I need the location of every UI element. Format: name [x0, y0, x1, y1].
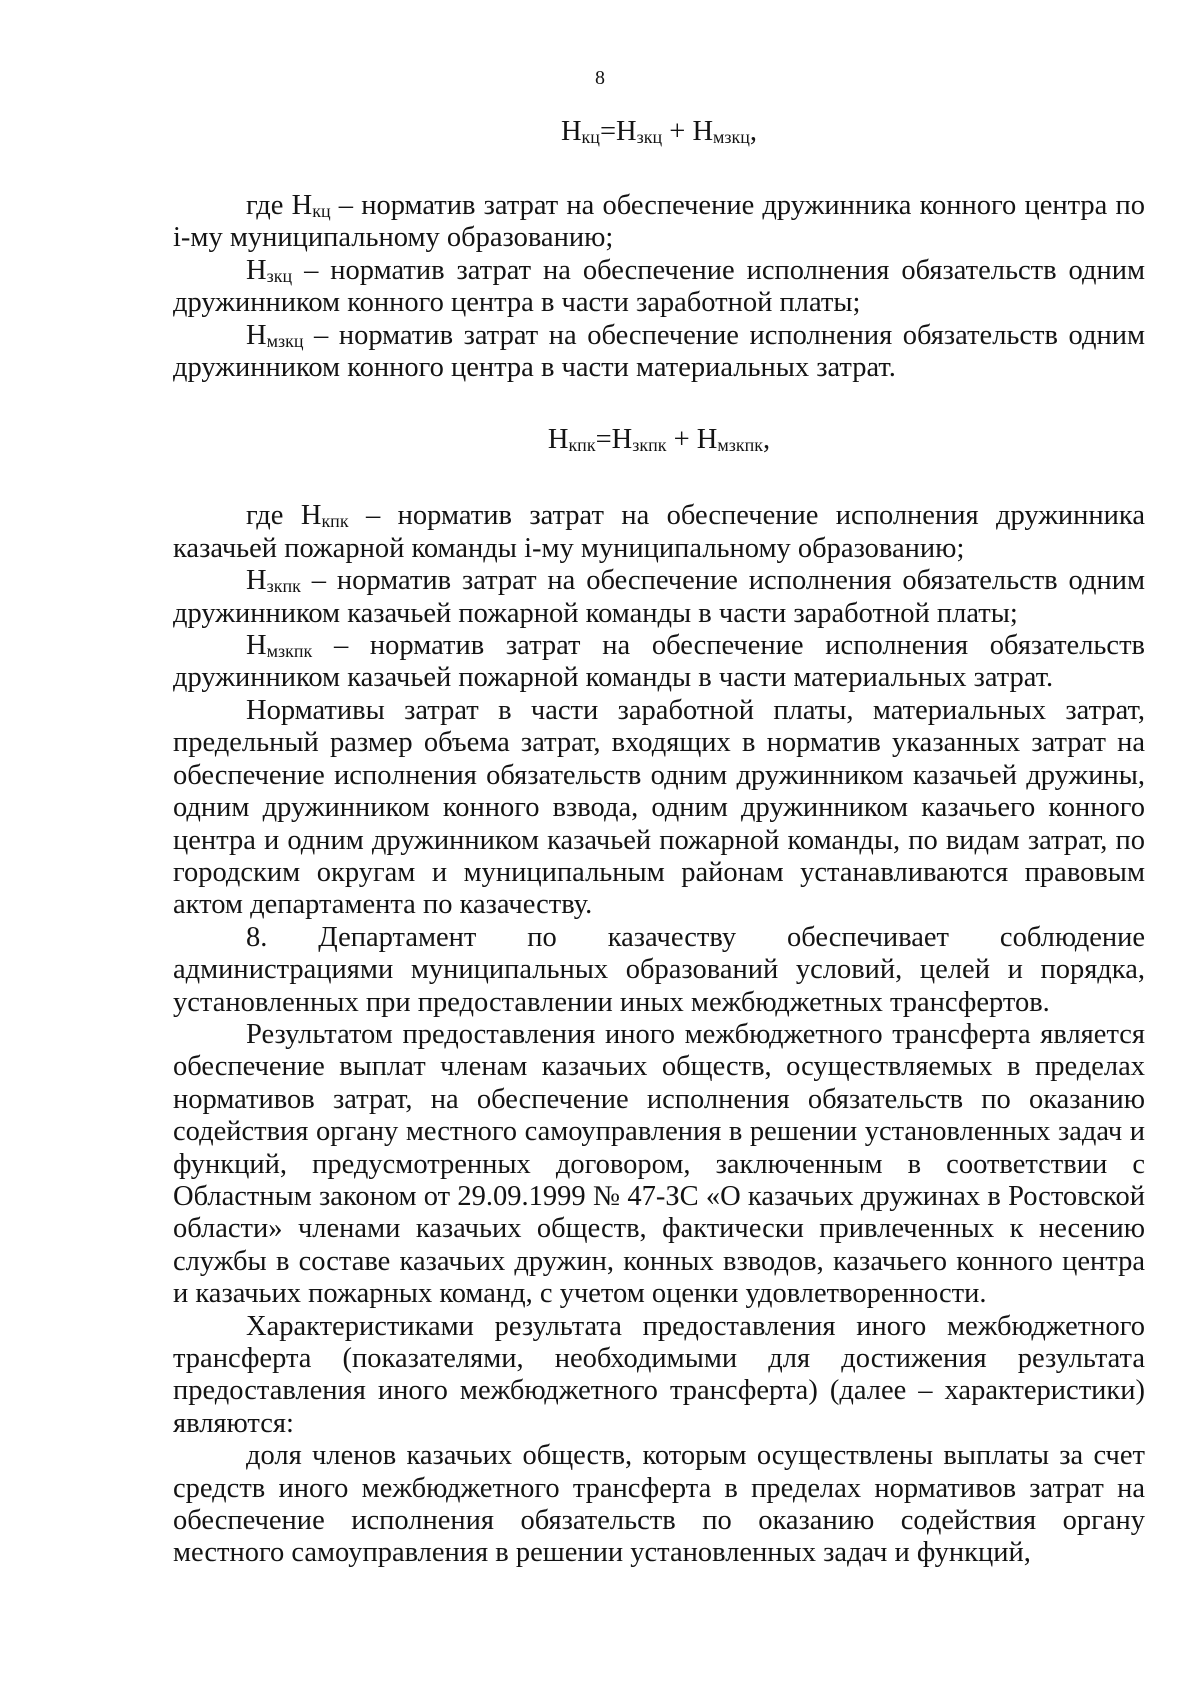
definition-symbol: Н [246, 254, 267, 286]
formula-punctuation: , [763, 424, 771, 456]
body-paragraph-characteristics: Характеристиками результата предоставления иного межбюджетного трансферта (показателями, необходимыми для достижения результата предоставления иного межбюджетного трансферта) (далее – характеристики) являются: [173, 1310, 1145, 1439]
formula-symbol: Н [696, 424, 718, 456]
formula-subscript: зкц [636, 127, 663, 147]
body-paragraph-norms: Нормативы затрат в части заработной платы, материальных затрат, предельный размер объема затрат, входящих в норматив указанных затрат на обеспечение исполнения обязательств одним дружинником казачьей дружины, одним дружинником конного взвода, одним дружинником казачьего конного центра и одним дружинником казачьей пожарной команды, по видам затрат, по городским округам и муниципальным районам устанавливаются правовым актом департамента по казачеству. [173, 694, 1145, 921]
page-number: 8 [595, 67, 605, 89]
definition-subscript: мзкпк [266, 641, 313, 662]
definition-symbol: Н [246, 630, 267, 662]
formula-symbol: Н [560, 116, 582, 147]
formula-fire-team [173, 424, 1145, 456]
definition-paragraph [173, 255, 1145, 320]
formula-operator: + [662, 116, 693, 147]
formula-symbol: Н [547, 424, 569, 456]
definition-subscript: кпк [321, 511, 349, 532]
formula-subscript: кц [581, 127, 600, 147]
definition-symbol: где Н [246, 500, 322, 532]
definition-text: – норматив затрат на обеспечение исполнения обязательств одним дружинником казачьей пожарной команды в части заработной платы; [173, 565, 1145, 629]
definition-text: – норматив затрат на обеспечение исполнения дружинника казачьей пожарной команды i-му муниципальному образованию; [173, 500, 1145, 564]
formula-symbol: Н [692, 116, 714, 147]
formula-horse-center [173, 116, 1145, 148]
definition-subscript: зкц [266, 265, 293, 286]
definition-symbol: Н [246, 565, 267, 597]
definition-paragraph [173, 565, 1145, 630]
formula-subscript: кпк [568, 435, 596, 456]
definition-paragraph [173, 500, 1145, 565]
formula-subscript: мзкпк [717, 435, 764, 456]
definition-subscript: мзкц [266, 330, 304, 351]
definition-symbol: где Н [246, 190, 313, 221]
formula-operator: = [599, 116, 617, 147]
formula-punctuation: , [749, 116, 758, 147]
formula-subscript: зкпк [632, 435, 667, 456]
definition-paragraph [173, 190, 1145, 255]
body-paragraph-section-8: 8. Департамент по казачеству обеспечивает соблюдение администрациями муниципальных образований условий, целей и порядка, установленных при предоставлении иных межбюджетных трансфертов. [173, 921, 1145, 1018]
formula-operator: + [666, 424, 697, 456]
definition-text: – норматив затрат на обеспечение дружинника конного центра по i-му муниципальному образованию; [173, 190, 1145, 254]
definition-text: – норматив затрат на обеспечение исполнения обязательств дружинником казачьей пожарной команды в части материальных затрат. [173, 630, 1145, 694]
definition-paragraph [173, 630, 1145, 695]
body-paragraph-result: Результатом предоставления иного межбюджетного трансферта является обеспечение выплат членам казачьих обществ, осуществляемых в пределах нормативов затрат, на обеспечение исполнения обязательств по оказанию содействия органу местного самоуправления в решении установленных задач и функций, предусмотренных договором, заключенным в соответствии с Областным законом от 29.09.1999 № 47-ЗС «О казачьих дружинах в Ростовской области» членами казачьих обществ, фактически привлеченных к несению службы в составе казачьих дружин, конных взводов, казачьего конного центра и казачьих пожарных команд, с учетом оценки удовлетворенности. [173, 1018, 1145, 1310]
document-body [173, 110, 1145, 1570]
definition-text: – норматив затрат на обеспечение исполнения обязательств одним дружинником конного центра в части материальных затрат. [173, 319, 1145, 384]
formula-symbol: Н [616, 116, 637, 147]
definition-subscript: зкпк [266, 576, 301, 597]
formula-operator: = [595, 424, 612, 456]
definition-symbol: Н [246, 319, 267, 351]
definition-subscript: кц [312, 201, 331, 221]
body-paragraph-share: доля членов казачьих обществ, которым осуществлены выплаты за счет средств иного межбюджетного трансферта в пределах нормативов затрат на обеспечение исполнения обязательств по оказанию содействия органу местного самоуправления в решении установленных задач и функций, [173, 1440, 1145, 1569]
formula-symbol: Н [611, 424, 633, 456]
definition-paragraph [173, 320, 1145, 385]
formula-subscript: мзкц [713, 127, 750, 147]
definition-text: – норматив затрат на обеспечение исполнения обязательств одним дружинником конного центра в части заработной платы; [173, 254, 1145, 319]
